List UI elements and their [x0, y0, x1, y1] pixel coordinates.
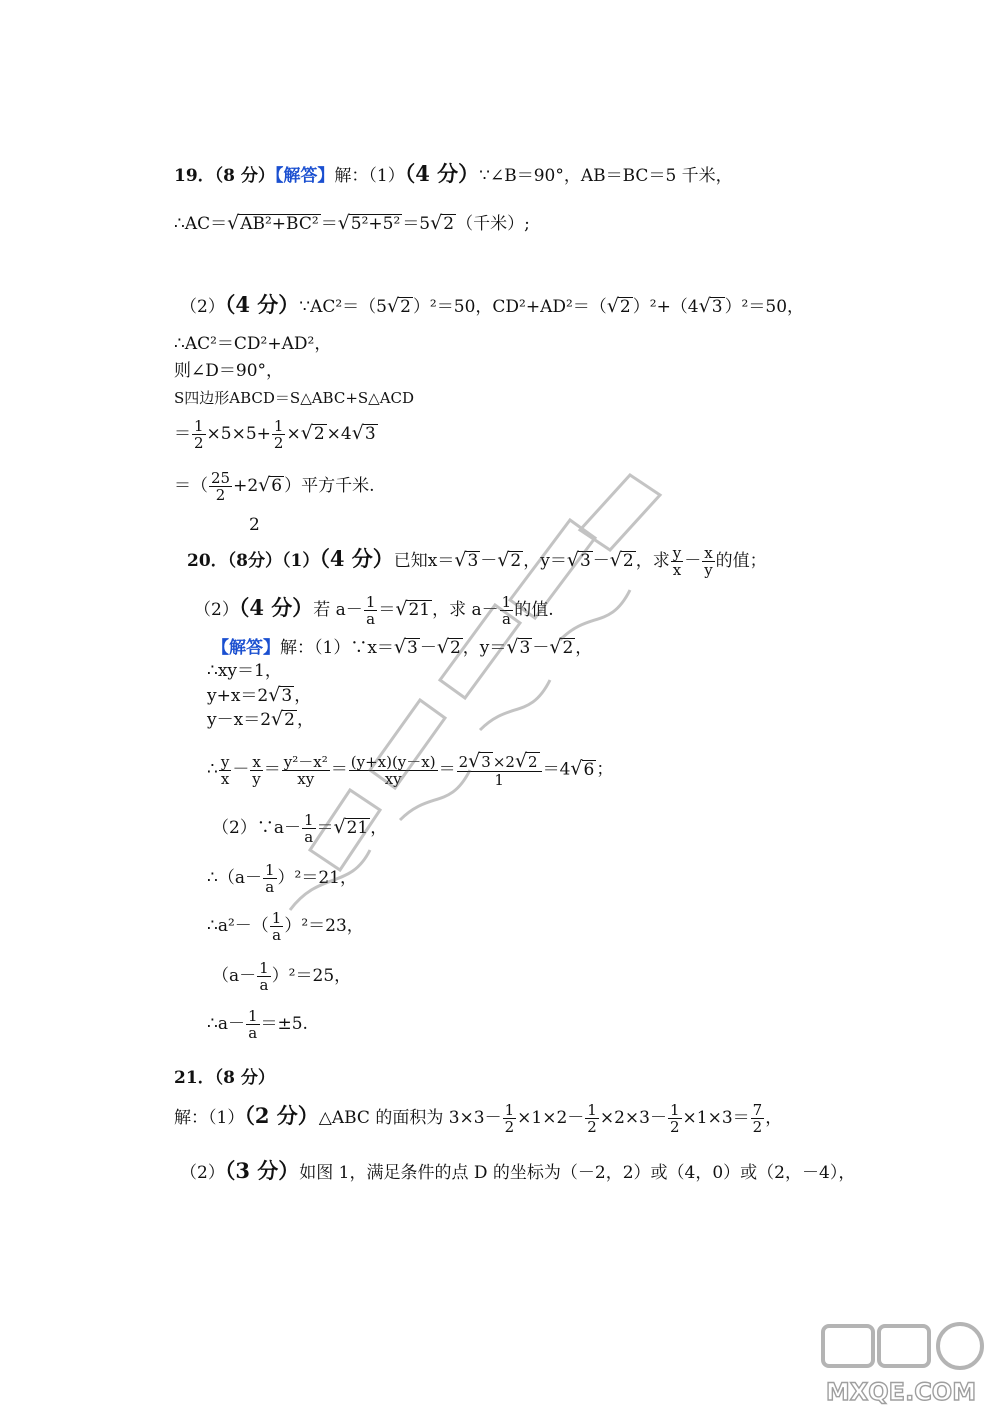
site-logo-icon: [815, 1318, 990, 1408]
radical-icon: √: [227, 212, 240, 234]
q20-answer-tag: 【解答】: [212, 638, 280, 658]
q19-p2: （2）: [180, 297, 225, 317]
fraction: $\frac{\text{y²－x²}}{xy}$: [283, 752, 328, 788]
fraction: $\frac{1}{a}$: [501, 593, 512, 628]
q20-s4: y－x＝2√2 ，: [207, 708, 314, 730]
q20-head: 20．（8分）（1）: [187, 551, 320, 571]
q19-l5: S四边形ABCD＝S△ABC+S△ACD: [174, 389, 415, 407]
fraction: $\frac{(y+x)(y-x)}{xy}$: [350, 752, 436, 788]
q19-l7: [174, 470, 375, 503]
q20-points2: （4 分）: [238, 595, 314, 620]
q19-head: 19．（8 分）: [174, 166, 275, 186]
fraction: $\frac{1}{a}$: [271, 909, 282, 944]
q20-s8: ∴a²－（ $\frac{1}{a}$ ）²＝23，: [207, 909, 364, 944]
q19-part2-line: [180, 294, 804, 318]
q20-solution-line1: 【解答】解：（1）∵x＝√3 －√2 ，y＝√3 －√2 ，: [212, 636, 593, 658]
q19-ac-unit: （千米）;: [456, 214, 530, 234]
fraction: $\frac{1}{a}$: [365, 593, 376, 628]
fraction: $\frac{1}{2}$: [504, 1101, 515, 1136]
q19-l7-end: ）平方千米.: [284, 476, 375, 496]
stray-digit: 2: [249, 515, 260, 535]
radical-icon: √: [606, 295, 619, 317]
q19-l2b: ）²＝50，CD²+AD²＝（: [412, 297, 607, 317]
q19-l6-r1: 2: [313, 424, 325, 444]
fraction: $\frac{7}{2}$: [752, 1101, 763, 1136]
q19-l6-r2: 3: [364, 424, 376, 444]
q19-ac-r1: AB²+BC²: [240, 214, 319, 234]
fraction: $\frac{y}{x}$: [220, 752, 230, 788]
q20-line2: （2）（4 分）若 a－ $\frac{1}{a}$ ＝√21 ，求 a－ $\frac{1}{a}$ 的值.: [194, 593, 554, 628]
q19-ac-r2: 5²+5²: [350, 214, 401, 234]
q19-l2c: ）²+（4: [632, 297, 699, 317]
q20-points1: （4 分）: [319, 546, 394, 571]
q19-line1: [174, 163, 733, 187]
q20-s10: ∴a－ $\frac{1}{a}$ ＝±5.: [207, 1007, 308, 1042]
fraction: $\frac{y}{x}$: [672, 544, 682, 579]
q19-answer-tag: 【解答】: [274, 166, 335, 186]
q19-l7-r: 6: [271, 476, 283, 496]
q19-l2d: ）²＝50，: [724, 297, 805, 317]
q20-s6: （2）∵a－ $\frac{1}{a}$ ＝√21 ，: [212, 811, 388, 846]
radical-icon: √: [351, 422, 364, 444]
q21-line1: 解：（1）（2 分）△ABC 的面积为 3×3－ $\frac{1}{2}$ ×1×2－ $\frac{1}{2}$ ×2×3－ $\frac{1}{2}$ ×1×3＝ $\frac{7}{2}$ ，: [174, 1101, 783, 1136]
fraction: $\frac{1}{a}$: [247, 1007, 258, 1042]
fraction: $\frac{1}{2}$: [194, 417, 204, 452]
radical-icon: √: [698, 295, 711, 317]
q20-line1: 20．（8分）（1）（4 分）已知x＝√3 －√2 ，y＝√3 －√2 ，求 $\frac{y}{x}$ － $\frac{x}{y}$ 的值；: [187, 544, 767, 579]
q21-head: 21．（8 分）: [174, 1068, 275, 1088]
q19-l2r2: 2: [619, 297, 631, 317]
fraction: $\frac{x}{y}$: [704, 544, 713, 579]
fraction: $\frac{2√3 \times 2√2}{1}$: [457, 752, 542, 788]
q19-l6-mid: ×5×5+: [206, 424, 271, 444]
fraction: $\frac{25}{2}$: [211, 469, 231, 504]
q19-l6-pre: ＝: [174, 424, 191, 444]
fraction: $\frac{1}{2}$: [273, 417, 284, 452]
q19-jie: 解：（1）: [334, 166, 405, 186]
q19-l4: 则∠D＝90°，: [174, 361, 284, 381]
radical-icon: √: [300, 422, 313, 444]
radical-icon: √: [258, 474, 271, 496]
q20-s7: ∴（a－ $\frac{1}{a}$ ）²＝21，: [207, 861, 357, 896]
fraction: $\frac{1}{a}$: [259, 959, 269, 994]
fraction: $\frac{1}{a}$: [264, 861, 275, 896]
q19-l2a: ∵AC²＝（5: [299, 297, 387, 317]
q20-s9: （a－ $\frac{1}{a}$ ）²＝25，: [212, 959, 352, 994]
radical-icon: √: [387, 295, 400, 317]
q19-ac-eq: ＝5: [402, 214, 431, 234]
fraction: $\frac{1}{2}$: [669, 1101, 680, 1136]
q19-ac-line: ∴AC＝√AB²+BC² ＝√5²+5² ＝5√2 （千米）;: [174, 212, 530, 234]
q19-l7-pre: ＝（: [174, 476, 208, 496]
q19-ac-r3: 2: [443, 214, 455, 234]
q19-points1: （4 分）: [404, 161, 480, 186]
q20-s5: ∴ $\frac{y}{x}$ － $\frac{x}{y}$ ＝ $\frac{\text{y²－x²}}{xy}$ ＝ $\frac{(y+x)(y-x)}{xy}$ ＝ $\frac{2√3 \times 2√2}{1}$ ＝4√6 ；: [207, 750, 614, 789]
q21-points1: （2 分）: [244, 1103, 319, 1128]
radical-icon: √: [337, 212, 350, 234]
q19-points2: （4 分）: [224, 292, 300, 317]
q19-l7-mid: +2: [233, 476, 259, 496]
q19-l6: [174, 418, 378, 451]
q20-s3: y+x＝2√3 ，: [207, 684, 312, 706]
radical-icon: √: [430, 212, 443, 234]
q19-l6-mid2: ×: [286, 424, 301, 444]
q21-line2: （2）（3 分）如图 1，满足条件的点 D 的坐标为（－2，2）或（4，0）或（2，－4），: [180, 1158, 856, 1183]
q19-l2r3: 3: [711, 297, 723, 317]
fraction: $\frac{1}{a}$: [303, 811, 314, 846]
q19-l6-mid3: ×4: [326, 424, 352, 444]
q19-l2r1: 2: [400, 297, 411, 317]
q20-s2: ∴xy＝1，: [207, 661, 282, 681]
q19-ac-pre: ∴AC＝: [174, 214, 228, 234]
site-logo-text: MXQE.COM: [825, 1378, 977, 1406]
q21-points2: （3 分）: [224, 1158, 300, 1183]
fraction: $\frac{1}{2}$: [587, 1101, 597, 1136]
q19-l3: ∴AC²＝CD²+AD²，: [174, 334, 332, 354]
q19-given: ∵∠B＝90°，AB＝BC＝5 千米，: [479, 166, 733, 186]
fraction: $\frac{x}{y}$: [252, 752, 261, 788]
